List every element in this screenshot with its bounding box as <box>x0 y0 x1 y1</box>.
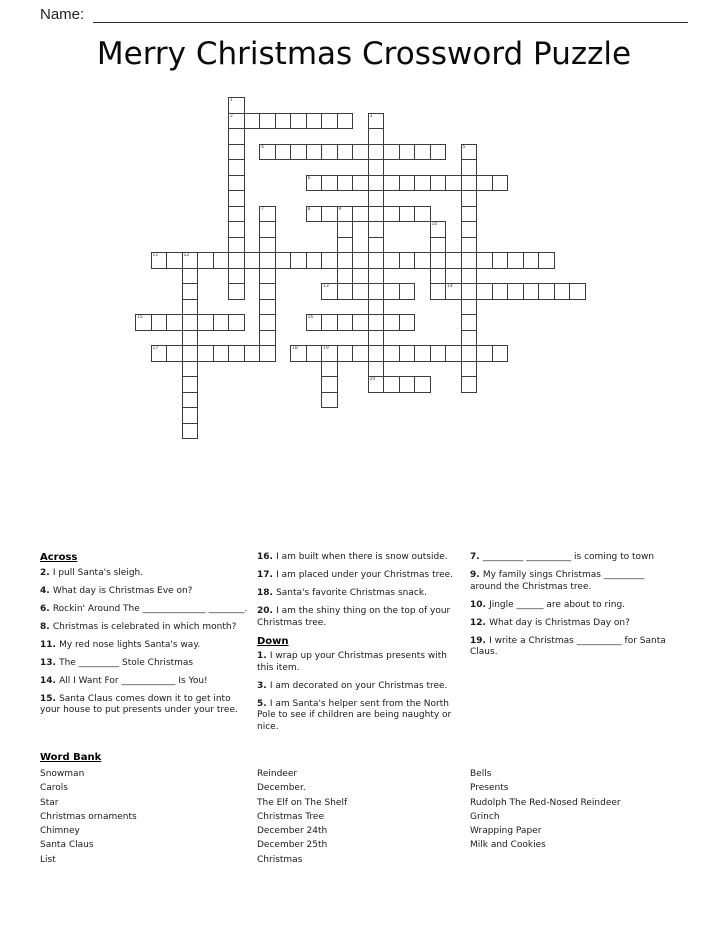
clue-number: 12. <box>470 617 490 628</box>
page-title: Merry Christmas Crossword Puzzle <box>96 36 632 72</box>
grid-cell <box>306 345 323 362</box>
grid-cell <box>182 283 199 300</box>
word-bank-item: The Elf on The Shelf <box>257 797 348 808</box>
grid-cell <box>228 97 245 114</box>
cell-number: 8 <box>307 206 311 212</box>
grid-cell <box>151 345 168 362</box>
grid-cell <box>507 283 524 300</box>
cell-number: 2 <box>230 113 233 119</box>
grid-cell <box>445 345 462 362</box>
grid-cell <box>182 330 199 347</box>
down-header: Down <box>257 635 289 647</box>
grid-cell <box>492 252 509 269</box>
cell-number: 6 <box>307 175 311 181</box>
grid-cell <box>538 283 555 300</box>
grid-cell <box>228 252 245 269</box>
grid-cell <box>414 175 431 192</box>
grid-cell <box>182 252 199 269</box>
grid-cell <box>337 237 354 254</box>
clue-text: I wrap up your Christmas presents with this item. <box>257 651 447 673</box>
clue-number: 5. <box>257 698 270 709</box>
clue-item <box>40 568 248 580</box>
word-bank-item: Grinch <box>470 811 500 822</box>
grid-cell <box>461 361 478 378</box>
word-bank-header: Word Bank <box>40 752 102 763</box>
word-bank-item: Chimney <box>40 826 80 837</box>
grid-cell <box>182 361 199 378</box>
clue-text: Santa Claus comes down it to get into your house to put presents under your tree. <box>40 693 238 715</box>
grid-cell <box>352 252 369 269</box>
grid-cell <box>166 314 183 331</box>
name-row <box>40 6 688 26</box>
grid-cell <box>414 376 431 393</box>
grid-cell <box>368 252 385 269</box>
grid-cell <box>228 175 245 192</box>
grid-cell <box>321 361 338 378</box>
grid-cell <box>213 314 230 331</box>
clue-text: I am decorated on your Christmas tree. <box>269 680 448 691</box>
grid-cell <box>368 283 385 300</box>
grid-cell <box>352 144 369 161</box>
clue-item <box>40 622 248 634</box>
grid-cell <box>182 407 199 424</box>
clue-number: 16. <box>257 552 277 562</box>
clue-item <box>40 694 248 717</box>
grid-cell <box>228 144 245 161</box>
grid-cell <box>337 268 354 285</box>
cell-number: 18 <box>292 346 298 351</box>
grid-cell <box>445 283 462 300</box>
cell-number: 16 <box>307 315 314 320</box>
grid-cell <box>197 314 214 331</box>
clue-text: What day is Christmas Eve on? <box>52 585 193 596</box>
grid-cell <box>492 283 509 300</box>
clue-number: 11. <box>40 639 60 650</box>
grid-cell <box>368 299 385 316</box>
grid-cell <box>523 283 540 300</box>
clue-item <box>40 676 248 688</box>
word-bank-item: December. <box>257 783 306 794</box>
grid-cell <box>430 283 447 300</box>
grid-cell <box>461 299 478 316</box>
grid-cell <box>259 113 276 130</box>
clue-number: 9. <box>470 570 483 580</box>
word-bank-item: Rudolph The Red-Nosed Reindeer <box>470 797 621 808</box>
clues-column-3 <box>470 552 678 665</box>
grid-cell <box>461 376 478 393</box>
grid-cell <box>461 175 478 192</box>
grid-cell <box>259 252 276 269</box>
word-bank-item: Reindeer <box>257 769 298 779</box>
grid-cell <box>430 252 447 269</box>
clue-text: I am the shiny thing on the top of your Christmas tree. <box>257 606 451 628</box>
grid-cell <box>368 376 385 393</box>
grid-cell <box>259 299 276 316</box>
grid-cell <box>337 144 354 161</box>
grid-cell <box>135 314 152 331</box>
cell-number: 3 <box>369 113 373 119</box>
grid-cell <box>476 175 493 192</box>
grid-cell <box>228 314 245 331</box>
cell-number: 5 <box>462 144 466 150</box>
clue-item <box>257 570 465 582</box>
grid-cell <box>430 144 447 161</box>
clue-item <box>257 552 465 564</box>
grid-cell <box>523 252 540 269</box>
clue-text: I pull Santa's sleigh. <box>52 567 144 578</box>
grid-cell <box>259 221 276 238</box>
grid-cell <box>321 376 338 393</box>
grid-cell <box>368 268 385 285</box>
cell-number: 11 <box>152 253 159 258</box>
cell-number: 4 <box>261 144 264 150</box>
word-bank-column-3 <box>470 767 678 853</box>
grid-cell <box>182 268 199 285</box>
grid-cell <box>461 159 478 176</box>
clue-item <box>470 552 678 564</box>
grid-cell <box>228 345 245 362</box>
grid-cell <box>492 345 509 362</box>
grid-cell <box>228 283 245 300</box>
grid-cell <box>461 221 478 238</box>
grid-cell <box>228 190 245 207</box>
grid-cell <box>321 345 338 362</box>
grid-cell <box>321 206 338 223</box>
word-bank-item: List <box>40 854 56 865</box>
grid-cell <box>151 314 168 331</box>
grid-cell <box>461 345 478 362</box>
grid-cell <box>368 345 385 362</box>
grid-cell <box>337 221 354 238</box>
clue-item <box>257 588 465 600</box>
word-bank-item: Snowman <box>40 769 85 779</box>
clue-text: The _________ Stole Christmas <box>59 657 194 668</box>
clue-number: 6. <box>40 603 53 614</box>
cell-number: 14 <box>447 284 453 289</box>
grid-cell <box>321 144 338 161</box>
grid-cell <box>476 345 493 362</box>
grid-cell <box>383 283 400 300</box>
grid-cell <box>507 252 524 269</box>
word-bank-item: December 25th <box>257 840 328 851</box>
grid-cell <box>182 376 199 393</box>
across-header: Across <box>40 552 78 563</box>
clue-item <box>470 570 678 593</box>
grid-cell <box>182 345 199 362</box>
grid-cell <box>321 252 338 269</box>
grid-cell <box>399 283 416 300</box>
grid-cell <box>430 345 447 362</box>
grid-cell <box>337 175 354 192</box>
grid-cell <box>368 221 385 238</box>
cell-number: 17 <box>152 346 159 351</box>
grid-cell <box>461 330 478 347</box>
grid-cell <box>399 252 416 269</box>
grid-cell <box>461 237 478 254</box>
clue-item <box>40 658 248 670</box>
grid-cell <box>321 314 338 331</box>
word-bank-item: Star <box>40 797 59 808</box>
grid-cell <box>476 252 493 269</box>
cell-number: 1 <box>230 98 233 103</box>
word-bank-item: Christmas <box>257 854 303 865</box>
grid-cell <box>461 314 478 331</box>
grid-cell <box>337 113 354 130</box>
grid-cell <box>430 221 447 238</box>
grid-cell <box>244 113 261 130</box>
clue-number: 10. <box>470 599 490 610</box>
grid-cell <box>399 345 416 362</box>
grid-cell <box>461 190 478 207</box>
grid-cell <box>244 252 261 269</box>
grid-cell <box>244 345 261 362</box>
word-bank-item: Santa Claus <box>40 840 94 851</box>
grid-cell <box>182 314 199 331</box>
clue-number: 19. <box>470 635 490 646</box>
grid-cell <box>197 345 214 362</box>
grid-cell <box>259 314 276 331</box>
grid-cell <box>228 113 245 130</box>
clue-number: 14. <box>40 675 60 686</box>
grid-cell <box>383 345 400 362</box>
clue-number: 8. <box>40 621 53 632</box>
grid-cell <box>259 237 276 254</box>
grid-cell <box>445 175 462 192</box>
grid-cell <box>476 283 493 300</box>
grid-cell <box>538 252 555 269</box>
clue-number: 13. <box>40 657 60 668</box>
grid-cell <box>290 345 307 362</box>
clue-item <box>257 681 465 693</box>
grid-cell <box>306 314 323 331</box>
grid-cell <box>228 237 245 254</box>
grid-cell <box>368 190 385 207</box>
grid-cell <box>368 113 385 130</box>
clue-item <box>40 586 248 598</box>
clue-text: My red nose lights Santa's way. <box>59 639 201 650</box>
clues-column-1 <box>40 552 248 723</box>
grid-cell <box>414 345 431 362</box>
grid-cell <box>430 175 447 192</box>
grid-cell <box>275 113 292 130</box>
grid-cell <box>383 252 400 269</box>
clue-number: 17. <box>257 570 277 580</box>
grid-cell <box>399 206 416 223</box>
grid-cell <box>383 144 400 161</box>
grid-cell <box>445 252 462 269</box>
grid-cell <box>182 392 199 409</box>
grid-cell <box>259 283 276 300</box>
grid-cell <box>368 330 385 347</box>
grid-cell <box>228 159 245 176</box>
grid-cell <box>259 206 276 223</box>
cell-number: 15 <box>137 315 143 320</box>
grid-cell <box>306 206 323 223</box>
grid-cell <box>352 345 369 362</box>
clue-number: 2. <box>40 567 53 578</box>
grid-cell <box>414 206 431 223</box>
grid-cell <box>321 392 338 409</box>
word-bank-item: Carols <box>40 783 68 794</box>
grid-cell <box>399 314 416 331</box>
grid-cell <box>430 237 447 254</box>
grid-cell <box>352 283 369 300</box>
word-bank-item: Christmas ornaments <box>40 811 137 822</box>
grid-cell <box>569 283 586 300</box>
clue-text: Christmas is celebrated in which month? <box>52 621 237 632</box>
grid-cell <box>166 252 183 269</box>
cell-number: 7 <box>261 206 264 212</box>
clue-number: 15. <box>40 693 60 704</box>
grid-cell <box>554 283 571 300</box>
grid-cell <box>228 206 245 223</box>
grid-cell <box>352 206 369 223</box>
grid-cell <box>213 345 230 362</box>
grid-cell <box>383 175 400 192</box>
grid-cell <box>290 252 307 269</box>
grid-cell <box>337 345 354 362</box>
cell-number: 20 <box>369 377 376 382</box>
grid-cell <box>383 206 400 223</box>
grid-cell <box>228 221 245 238</box>
grid-cell <box>352 314 369 331</box>
grid-cell <box>306 113 323 130</box>
clue-text: _________ __________ is coming to town <box>482 552 655 562</box>
cell-number: 13 <box>323 284 329 289</box>
clue-item <box>470 636 678 659</box>
clue-item <box>470 600 678 612</box>
word-bank-item: Wrapping Paper <box>470 826 542 837</box>
grid-cell <box>368 175 385 192</box>
grid-cell <box>337 283 354 300</box>
grid-cell <box>430 268 447 285</box>
grid-cell <box>368 314 385 331</box>
grid-cell <box>275 144 292 161</box>
grid-cell <box>321 283 338 300</box>
grid-cell <box>368 206 385 223</box>
grid-cell <box>337 206 354 223</box>
grid-cell <box>368 361 385 378</box>
grid-cell <box>383 314 400 331</box>
cell-number: 19 <box>323 346 329 351</box>
clue-text: What day is Christmas Day on? <box>489 617 630 628</box>
word-bank-column-1 <box>40 767 248 867</box>
grid-cell <box>461 268 478 285</box>
grid-cell <box>492 175 509 192</box>
grid-cell <box>259 330 276 347</box>
grid-cell <box>259 345 276 362</box>
clue-text: Jingle ______ are about to ring. <box>489 599 626 610</box>
grid-cell <box>182 423 199 440</box>
grid-cell <box>151 252 168 269</box>
cell-number: 9 <box>338 206 342 212</box>
grid-cell <box>321 113 338 130</box>
grid-cell <box>259 144 276 161</box>
name-blank-line <box>93 22 688 23</box>
grid-cell <box>399 175 416 192</box>
clue-text: I write a Christmas __________ for Santa Claus. <box>470 635 666 657</box>
word-bank-item: December 24th <box>257 826 328 837</box>
clue-item <box>257 651 465 674</box>
grid-cell <box>290 144 307 161</box>
grid-cell <box>182 299 199 316</box>
clue-number: 1. <box>257 651 270 661</box>
grid-cell <box>321 175 338 192</box>
grid-cell <box>399 144 416 161</box>
cell-number: 10 <box>431 222 438 227</box>
grid-cell <box>306 175 323 192</box>
clue-text: My family sings Christmas _________ around the Christmas tree. <box>470 570 645 592</box>
clue-text: Rockin' Around The ______________ ________. <box>52 603 248 614</box>
grid-cell <box>337 314 354 331</box>
grid-cell <box>368 159 385 176</box>
grid-cell <box>368 144 385 161</box>
grid-cell <box>290 113 307 130</box>
grid-cell <box>306 252 323 269</box>
word-bank-item: Presents <box>470 783 509 794</box>
word-bank-item: Bells <box>470 769 492 779</box>
grid-cell <box>368 128 385 145</box>
grid-cell <box>352 175 369 192</box>
clue-item <box>40 640 248 652</box>
grid-cell <box>166 345 183 362</box>
clue-number: 18. <box>257 588 277 598</box>
grid-cell <box>383 376 400 393</box>
grid-cell <box>461 283 478 300</box>
grid-cell <box>228 268 245 285</box>
name-label: Name: <box>40 6 85 23</box>
grid-cell <box>399 376 416 393</box>
clue-number: 20. <box>257 606 277 616</box>
grid-cell <box>461 206 478 223</box>
grid-cell <box>213 252 230 269</box>
clue-text: I am built when there is snow outside. <box>276 552 448 562</box>
clue-item <box>257 606 465 629</box>
cell-number: 12 <box>183 253 190 258</box>
clue-text: I am placed under your Christmas tree. <box>276 570 454 580</box>
grid-cell <box>414 144 431 161</box>
grid-cell <box>414 252 431 269</box>
grid-cell <box>461 252 478 269</box>
grid-cell <box>228 128 245 145</box>
clue-number: 3. <box>257 680 270 691</box>
clue-text: Santa's favorite Christmas snack. <box>276 588 427 598</box>
clue-item <box>470 618 678 630</box>
clue-text: All I Want For ____________ Is You! <box>59 675 208 686</box>
grid-cell <box>259 268 276 285</box>
grid-cell <box>337 252 354 269</box>
grid-cell <box>368 237 385 254</box>
clue-item <box>40 604 248 616</box>
word-bank-item: Milk and Cookies <box>470 840 546 851</box>
word-bank-column-2 <box>257 767 465 867</box>
word-bank-item: Christmas Tree <box>257 811 324 822</box>
clue-text: I am Santa's helper sent from the North Pole to see if children are being naughty or nice. <box>257 698 452 732</box>
grid-cell <box>197 252 214 269</box>
clue-item <box>257 699 465 734</box>
grid-cell <box>461 144 478 161</box>
clue-number: 7. <box>470 552 483 562</box>
clue-number: 4. <box>40 585 53 596</box>
grid-cell <box>275 252 292 269</box>
clues-column-2 <box>257 552 465 740</box>
grid-cell <box>306 144 323 161</box>
